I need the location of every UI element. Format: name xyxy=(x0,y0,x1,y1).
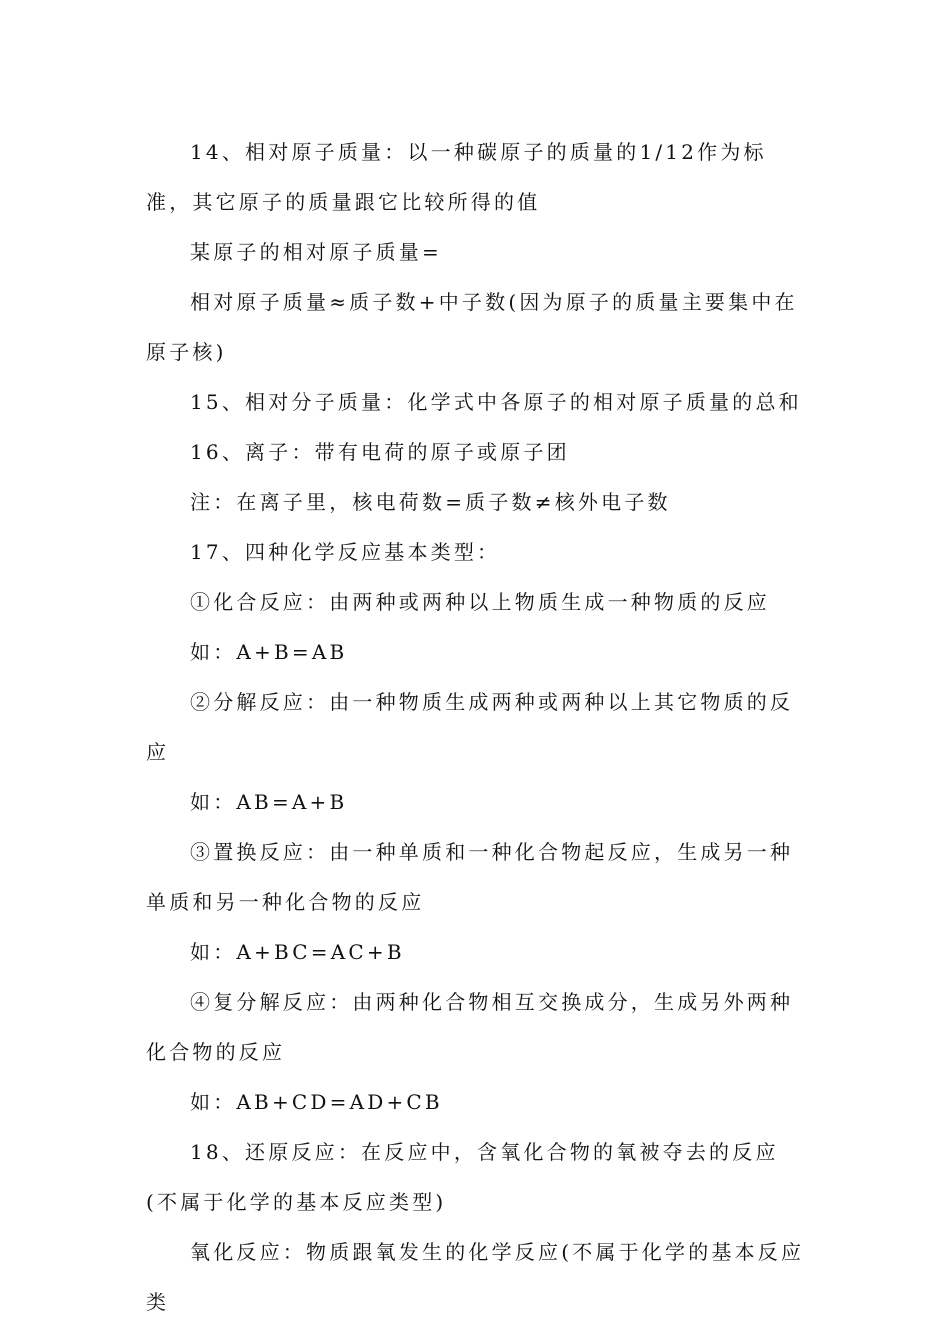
paragraph: 氧化反应：物质跟氧发生的化学反应(不属于化学的基本反应类 xyxy=(146,1240,805,1314)
paragraph: 17、四种化学反应基本类型： xyxy=(190,540,501,564)
paragraph: 14、相对原子质量：以一种碳原子的质量的1/12作为标准，其它原子的质量跟它比较所得的值 xyxy=(146,140,767,214)
paragraph: 15、相对分子质量：化学式中各原子的相对原子质量的总和 xyxy=(190,390,802,414)
paragraph: 如：A+BC=AC+B xyxy=(190,940,405,964)
paragraph: 某原子的相对原子质量= xyxy=(190,240,442,264)
paragraph: 相对原子质量≈质子数+中子数(因为原子的质量主要集中在原子核) xyxy=(146,290,798,364)
paragraph: 注：在离子里，核电荷数=质子数≠核外电子数 xyxy=(190,490,671,514)
paragraph: ②分解反应：由一种物质生成两种或两种以上其它物质的反应 xyxy=(146,690,794,764)
paragraph: 如：A+B=AB xyxy=(190,640,348,664)
paragraph: ①化合反应：由两种或两种以上物质生成一种物质的反应 xyxy=(190,590,770,614)
document-body xyxy=(146,127,806,1327)
paragraph: 16、离子：带有电荷的原子或原子团 xyxy=(190,440,570,464)
paragraph: ③置换反应：由一种单质和一种化合物起反应，生成另一种单质和另一种化合物的反应 xyxy=(146,840,794,914)
paragraph: 18、还原反应：在反应中，含氧化合物的氧被夺去的反应(不属于化学的基本反应类型) xyxy=(146,1140,779,1214)
paragraph: ④复分解反应：由两种化合物相互交换成分，生成另外两种化合物的反应 xyxy=(146,990,794,1064)
paragraph: 如：AB=A+B xyxy=(190,790,348,814)
paragraph: 如：AB+CD=AD+CB xyxy=(190,1090,443,1114)
